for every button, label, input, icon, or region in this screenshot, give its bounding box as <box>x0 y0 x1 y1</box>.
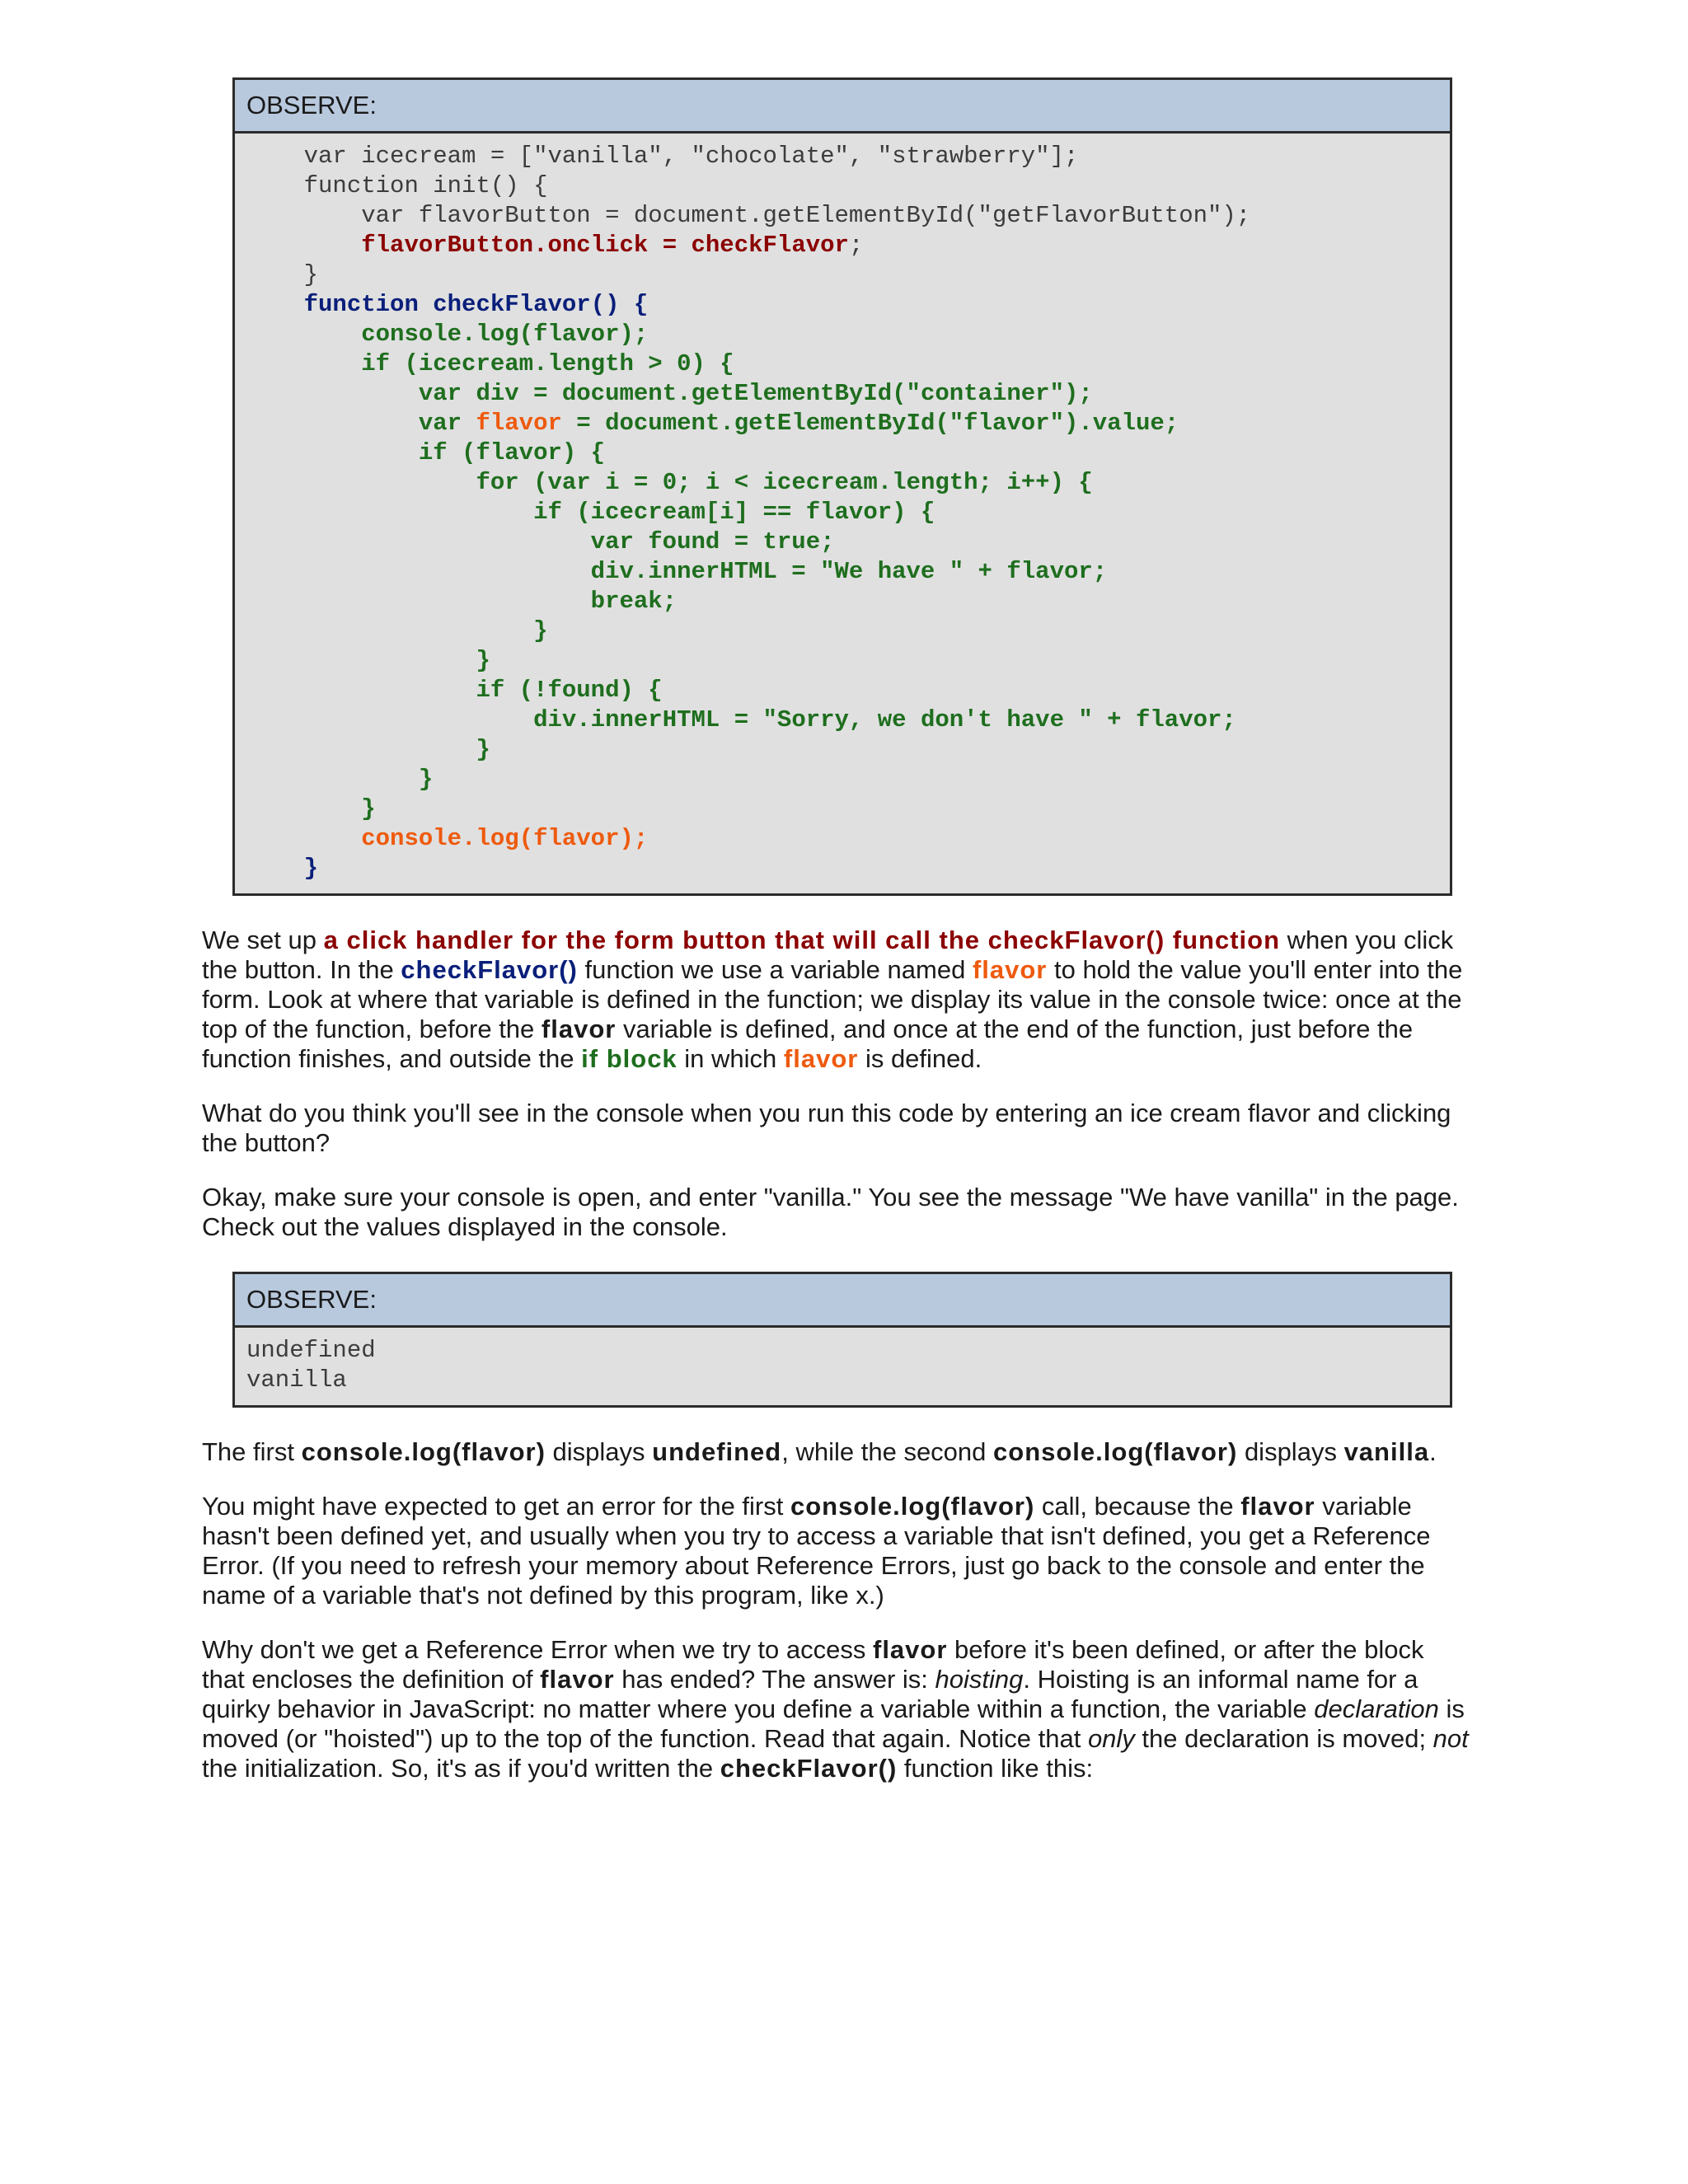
body-text: The first <box>202 1437 302 1466</box>
body-text: is defined. <box>858 1044 982 1073</box>
emphasis-text: declaration <box>1314 1694 1439 1723</box>
code-token: if (icecream[i] == flavor) { <box>533 499 935 526</box>
code-line <box>246 794 1450 824</box>
observe-header: OBSERVE: <box>235 80 1450 134</box>
code-line <box>246 171 1450 201</box>
body-text: We set up <box>202 926 324 954</box>
code-line <box>246 765 1450 794</box>
code-token: console.log(flavor); <box>361 825 649 852</box>
body-text: to hold the value you'll enter into the form. Look at where that variable is defined in the function; we display its value in the console twice: once at the top of the function, before the <box>202 955 1463 1043</box>
code-token: var found = true; <box>590 528 835 555</box>
paragraph-first-console-log <box>202 1437 1471 1467</box>
code-token: flavor <box>476 410 562 437</box>
emphasis-text: if block <box>581 1044 678 1073</box>
code-line <box>246 646 1450 676</box>
code-line <box>246 231 1450 260</box>
emphasis-text: flavor <box>1240 1492 1315 1521</box>
code-token: } <box>361 795 376 823</box>
emphasis-text: console.log(flavor) <box>790 1492 1035 1521</box>
paragraph-reference-error <box>202 1492 1471 1610</box>
code-token: if (flavor) { <box>418 439 606 466</box>
code-token: var <box>418 410 476 437</box>
code-token: flavorButton.onclick = checkFlavor <box>361 232 849 259</box>
code-line <box>246 498 1450 527</box>
code-token: } <box>476 736 490 763</box>
emphasis-text: checkFlavor() <box>401 955 578 984</box>
code-token: } <box>303 261 319 288</box>
emphasis-text: flavor <box>541 1015 617 1043</box>
paragraph-console-open: Okay, make sure your console is open, and enter "vanilla." You see the message "We have vanilla" in the page. Check out the values displayed in the console. <box>202 1183 1459 1241</box>
code-token: vanilla <box>246 1366 347 1394</box>
code-line <box>246 409 1450 438</box>
code-token: var icecream = ["vanilla", "chocolate", "strawberry"]; <box>303 143 1079 170</box>
code-token: = document.getElementById("flavor").value; <box>561 410 1179 437</box>
body-text: in which <box>677 1044 784 1073</box>
emphasis-text: console.log(flavor) <box>301 1437 546 1466</box>
body-text: call, because the <box>1034 1492 1241 1521</box>
body-text: , while the second <box>781 1437 994 1466</box>
code-line <box>246 142 1450 171</box>
code-token: div.innerHTML = "We have " + flavor; <box>590 558 1108 585</box>
code-token: ; <box>848 232 864 259</box>
code-line <box>246 290 1450 320</box>
emphasis-text: a click handler for the form button that will call the checkFlavor() function <box>323 926 1281 954</box>
code-token: if (!found) { <box>476 677 663 704</box>
emphasis-text: console.log(flavor) <box>993 1437 1238 1466</box>
code-line <box>246 735 1450 765</box>
emphasis-text: hoisting <box>935 1665 1024 1694</box>
code-line <box>246 320 1450 349</box>
emphasis-text: vanilla <box>1343 1437 1430 1466</box>
code-line <box>246 824 1450 854</box>
code-line <box>246 349 1450 379</box>
code-token: var div = document.getElementById("container"); <box>418 380 1093 407</box>
paragraph-click-handler <box>202 926 1471 1074</box>
body-text: Why don't we get a Reference Error when we try to access <box>202 1635 873 1664</box>
code-token: } <box>533 617 548 644</box>
observe-header: OBSERVE: <box>235 1274 1450 1328</box>
body-text: is moved (or "hoisted") up to the top of the function. Read that again. Notice that <box>202 1694 1465 1753</box>
code-token: } <box>303 855 319 882</box>
body-text: the initialization. So, it's as if you'd written the <box>202 1754 720 1783</box>
emphasis-text: checkFlavor() <box>720 1754 898 1783</box>
paragraph-hoisting <box>202 1635 1471 1783</box>
code-token: console.log(flavor); <box>361 321 649 348</box>
emphasis-text: flavor <box>972 955 1048 984</box>
code-line <box>246 616 1450 646</box>
code-token: } <box>418 766 434 793</box>
code-line <box>246 260 1450 290</box>
code-line <box>246 379 1450 409</box>
observe-box-console-output <box>232 1272 1452 1408</box>
emphasis-text: flavor <box>873 1635 948 1664</box>
code-token: var flavorButton = document.getElementById("getFlavorButton"); <box>361 202 1251 229</box>
emphasis-text: only <box>1087 1724 1135 1753</box>
code-line <box>246 1336 1450 1366</box>
code-line <box>246 1366 1450 1395</box>
observe-box-code <box>232 77 1452 896</box>
code-token: if (icecream.length > 0) { <box>361 350 734 377</box>
code-token: function checkFlavor() { <box>303 291 649 318</box>
console-output <box>235 1328 1450 1405</box>
code-line <box>246 557 1450 587</box>
code-token: for (var i = 0; i < icecream.length; i++) { <box>476 469 1093 496</box>
body-text: function we use a variable named <box>577 955 973 984</box>
code-token: div.innerHTML = "Sorry, we don't have " + flavor; <box>533 706 1236 733</box>
body-text: before it's been defined, or after the block that encloses the definition of <box>202 1635 1424 1694</box>
code-line <box>246 527 1450 557</box>
code-line <box>246 587 1450 616</box>
code-token: break; <box>590 588 678 615</box>
code-line <box>246 468 1450 498</box>
code-line <box>246 705 1450 735</box>
code-line <box>246 201 1450 231</box>
code-line <box>246 854 1450 883</box>
body-text: has ended? The answer is: <box>614 1665 935 1694</box>
body-text: function like this: <box>897 1754 1094 1783</box>
code-listing <box>235 134 1450 893</box>
code-token: function init() { <box>303 172 548 199</box>
body-text: variable hasn't been defined yet, and usually when you try to access a variable that isn't defined, you get a Reference Error. (If you need to refresh your memory about Reference Errors, just go back to the console and enter the name of a variable that's not defined by this program, like x.) <box>202 1492 1431 1610</box>
body-text: displays <box>1237 1437 1344 1466</box>
body-text: when you click the button. In the <box>202 926 1454 984</box>
code-line <box>246 676 1450 705</box>
code-line <box>246 438 1450 468</box>
body-text: variable is defined, and once at the end of the function, just before the function finishes, and outside the <box>202 1015 1414 1073</box>
document-page <box>202 74 1471 1783</box>
emphasis-text: flavor <box>540 1665 615 1694</box>
paragraph-question: What do you think you'll see in the console when you run this code by entering an ice cream flavor and clicking the button? <box>202 1099 1451 1157</box>
emphasis-text: undefined <box>652 1437 782 1466</box>
body-text: . <box>1429 1437 1437 1466</box>
code-token: } <box>476 647 490 674</box>
body-text: the declaration is moved; <box>1134 1724 1433 1753</box>
emphasis-text: not <box>1432 1724 1469 1753</box>
emphasis-text: flavor <box>783 1044 859 1073</box>
code-token: undefined <box>246 1337 376 1364</box>
body-text: . Hoisting is an informal name for a quirky behavior in JavaScript: no matter where you define a variable within a function, the variable <box>202 1665 1418 1723</box>
body-text: displays <box>545 1437 653 1466</box>
body-text: You might have expected to get an error for the first <box>202 1492 790 1521</box>
